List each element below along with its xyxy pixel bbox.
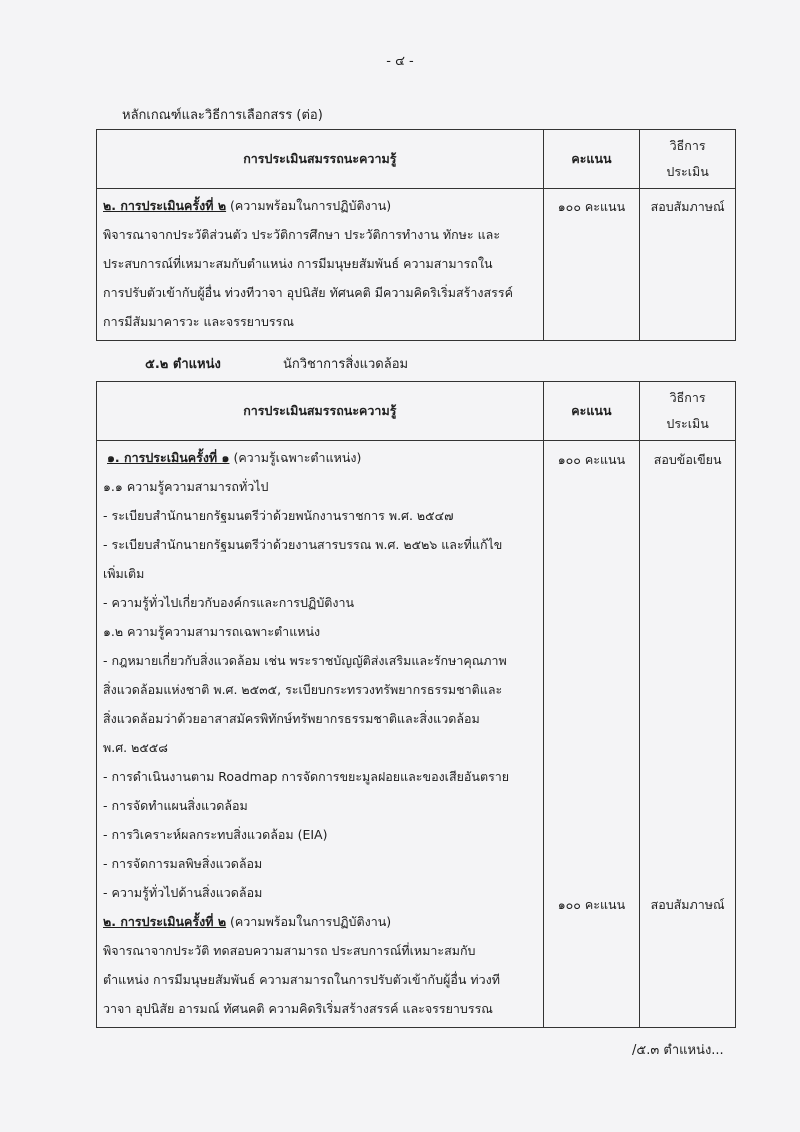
header-method-line2: ประเมิน	[666, 164, 709, 179]
round-title: ๑. การประเมินครั้งที่ ๑	[107, 450, 230, 465]
table-header-row	[97, 382, 736, 441]
header-criteria: การประเมินสมรรถนะความรู้	[97, 382, 544, 441]
criteria-line: - ระเบียบสำนักนายกรัฐมนตรีว่าด้วยงานสารบรรณ พ.ศ. ๒๕๒๖ และที่แก้ไข	[103, 537, 503, 552]
criteria-line: ประสบการณ์ที่เหมาะสมกับตำแหน่ง การมีมนุษยสัมพันธ์ ความสามารถใน	[103, 256, 493, 271]
criteria-line: ๑.๑ ความรู้ความสามารถทั่วไป	[103, 479, 269, 494]
round-title: ๒. การประเมินครั้งที่ ๒	[103, 198, 227, 213]
criteria-line: การมีสัมมาคารวะ และจรรยาบรรณ	[103, 314, 294, 329]
round-heading	[103, 907, 537, 936]
continuation-footer: /๕.๓ ตำแหน่ง...	[632, 1043, 724, 1058]
criteria-line: ๑.๒ ความรู้ความสามารถเฉพาะตำแหน่ง	[103, 624, 321, 639]
score-round1: ๑๐๐ คะแนน	[557, 452, 626, 467]
criteria-line: ตำแหน่ง การมีมนุษยสัมพันธ์ ความสามารถในการปรับตัวเข้ากับผู้อื่น ท่วงที	[103, 972, 500, 987]
header-method	[640, 130, 736, 189]
criteria-cell	[97, 189, 544, 341]
round-subtitle: (ความพร้อมในการปฏิบัติงาน)	[226, 198, 392, 213]
position-name: นักวิชาการสิ่งแวดล้อม	[283, 357, 409, 372]
criteria-line: การปรับตัวเข้ากับผู้อื่น ท่วงทีวาจา อุปนิสัย ทัศนคติ มีความคิดริเริ่มสร้างสรรค์	[103, 285, 513, 300]
round-heading	[103, 443, 537, 472]
page-number: - ๔ -	[386, 54, 414, 69]
header-method-line2: ประเมิน	[666, 416, 709, 431]
criteria-line: - การวิเคราะห์ผลกระทบสิ่งแวดล้อม (EIA)	[103, 827, 328, 842]
criteria-line: พ.ศ. ๒๕๕๘	[103, 740, 168, 755]
round-title: ๒. การประเมินครั้งที่ ๒	[103, 914, 227, 929]
criteria-line: เพิ่มเติม	[103, 566, 145, 581]
header-method	[640, 382, 736, 441]
position-heading	[145, 353, 409, 374]
criteria-line: - การดำเนินงานตาม Roadmap การจัดการขยะมูลฝอยและของเสียอันตราย	[103, 769, 510, 784]
criteria-line: วาจา อุปนิสัย อารมณ์ ทัศนคติ ความคิดริเริ่มสร้างสรรค์ และจรรยาบรรณ	[103, 1001, 493, 1016]
criteria-line: - การจัดการมลพิษสิ่งแวดล้อม	[103, 856, 263, 871]
method-round1: สอบข้อเขียน	[653, 452, 722, 467]
score-column	[543, 441, 640, 1028]
criteria-line: - กฎหมายเกี่ยวกับสิ่งแวดล้อม เช่น พระราชบัญญัติส่งเสริมและรักษาคุณภาพ	[103, 653, 507, 668]
criteria-line: - ระเบียบสำนักนายกรัฐมนตรีว่าด้วยพนักงานราชการ พ.ศ. ๒๕๔๗	[103, 508, 454, 523]
criteria-line: - ความรู้ทั่วไปด้านสิ่งแวดล้อม	[103, 885, 263, 900]
table-header-row	[97, 130, 736, 189]
score-cell: ๑๐๐ คะแนน	[543, 189, 640, 341]
header-score: คะแนน	[543, 382, 640, 441]
criteria-line: สิ่งแวดล้อมว่าด้วยอาสาสมัครพิทักษ์ทรัพยากรธรรมชาติและสิ่งแวดล้อม	[103, 711, 480, 726]
header-score: คะแนน	[543, 130, 640, 189]
table-row	[97, 189, 736, 341]
header-criteria: การประเมินสมรรถนะความรู้	[97, 130, 544, 189]
criteria-line: - ความรู้ทั่วไปเกี่ยวกับองค์กรและการปฏิบัติงาน	[103, 595, 355, 610]
method-column	[640, 441, 736, 1028]
criteria-line: พิจารณาจากประวัติ ทดสอบความสามารถ ประสบการณ์ที่เหมาะสมกับ	[103, 943, 476, 958]
method-cell: สอบสัมภาษณ์	[640, 189, 736, 341]
criteria-table-1	[96, 129, 736, 341]
criteria-line: พิจารณาจากประวัติส่วนตัว ประวัติการศึกษา ประวัติการทำงาน ทักษะ และ	[103, 227, 501, 242]
criteria-line: - การจัดทำแผนสิ่งแวดล้อม	[103, 798, 248, 813]
round-subtitle: (ความพร้อมในการปฏิบัติงาน)	[226, 914, 392, 929]
section-caption: หลักเกณฑ์และวิธีการเลือกสรร (ต่อ)	[122, 108, 323, 123]
criteria-line: สิ่งแวดล้อมแห่งชาติ พ.ศ. ๒๕๓๕, ระเบียบกระทรวงทรัพยากรธรรมชาติและ	[103, 682, 503, 697]
criteria-table-2	[96, 381, 736, 1028]
position-label: ๕.๒ ตำแหน่ง	[145, 357, 221, 372]
score-round2: ๑๐๐ คะแนน	[557, 897, 626, 912]
header-method-line1: วิธีการ	[669, 138, 706, 153]
header-method-line1: วิธีการ	[669, 390, 706, 405]
round-subtitle: (ความรู้เฉพาะตำแหน่ง)	[229, 450, 362, 465]
table-row	[97, 441, 736, 1028]
method-round2: สอบสัมภาษณ์	[650, 897, 725, 912]
criteria-cell	[97, 441, 544, 1028]
round-heading	[103, 191, 537, 220]
